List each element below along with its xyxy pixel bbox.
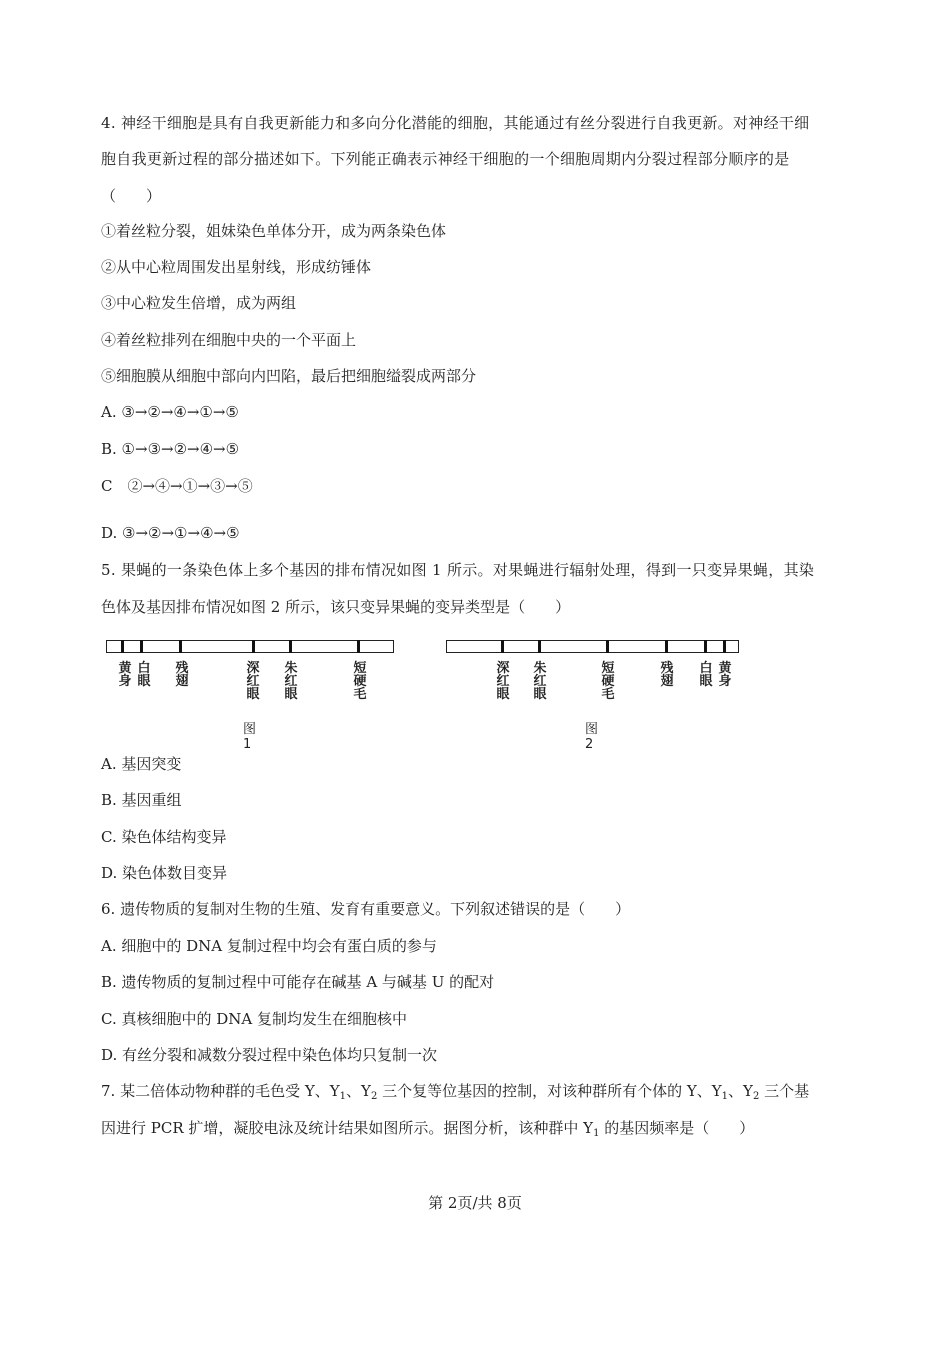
gene-label: 短硬毛 [601, 661, 615, 702]
gene-locus [606, 640, 609, 653]
gene-label: 深红眼 [496, 661, 510, 702]
gene-label: 残翅 [660, 661, 674, 689]
q4-option-a: A. ③→②→④→①→⑤ [101, 403, 239, 421]
q4-option-b: B. ①→③→②→④→⑤ [101, 440, 240, 458]
q4-option-c: C ②→④→①→③→⑤ [101, 477, 253, 495]
figure-2-caption: 图2 [585, 722, 599, 752]
q5-option-a: A. 基因突变 [101, 755, 182, 773]
figure-1-caption: 图1 [243, 722, 257, 752]
q4-option-d: D. ③→②→①→④→⑤ [101, 524, 240, 542]
gene-locus [140, 640, 143, 653]
q4-stem-line3: （ ） [101, 187, 162, 205]
gene-label: 黄身 [118, 661, 132, 689]
gene-label: 黄身 [718, 661, 732, 689]
q4-stem-line2: 胞自我更新过程的部分描述如下。下列能正确表示神经干细胞的一个细胞周期内分裂过程部分顺序的是 [101, 150, 790, 168]
gene-label: 短硬毛 [353, 661, 367, 702]
q5-stem-line1: 5. 果蝇的一条染色体上多个基因的排布情况如图 1 所示。对果蝇进行辐射处理，得到一只变异果蝇，其染 [101, 561, 815, 579]
q6-option-c: C. 真核细胞中的 DNA 复制均发生在细胞核中 [101, 1010, 408, 1028]
q5-stem-line2: 色体及基因排布情况如图 2 所示，该只变异果蝇的变异类型是（ ） [101, 598, 571, 616]
gene-label: 朱红眼 [533, 661, 547, 702]
q6-option-b: B. 遗传物质的复制过程中可能存在碱基 A 与碱基 U 的配对 [101, 973, 495, 991]
q4-item-1: ①着丝粒分裂，姐妹染色单体分开，成为两条染色体 [101, 222, 447, 240]
gene-locus [252, 640, 255, 653]
gene-label: 朱红眼 [284, 661, 298, 702]
gene-label: 深红眼 [246, 661, 260, 702]
q7-stem-line1: 7. 某二倍体动物种群的毛色受 Y、$Y_1$、$Y_2$ 三个复等位基因的控制，对该种群所有个体的 Y、$Y_1$、$Y_2$ 三个基 [101, 1082, 810, 1102]
chromosome-bar-1 [106, 640, 394, 653]
q5-option-b: B. 基因重组 [101, 791, 182, 809]
q4-item-3: ③中心粒发生倍增，成为两组 [101, 294, 297, 312]
chromosome-bar-2 [446, 640, 739, 653]
gene-locus [121, 640, 124, 653]
gene-locus [723, 640, 726, 653]
q4-item-2: ②从中心粒周围发出星射线，形成纺锤体 [101, 258, 372, 276]
q5-option-d: D. 染色体数目变异 [101, 864, 228, 882]
q6-option-a: A. 细胞中的 DNA 复制过程中均会有蛋白质的参与 [101, 937, 437, 955]
gene-label: 残翅 [175, 661, 189, 689]
gene-locus [179, 640, 182, 653]
gene-locus [501, 640, 504, 653]
gene-locus [704, 640, 707, 653]
q4-stem-line1: 4. 神经干细胞是具有自我更新能力和多向分化潜能的细胞，其能通过有丝分裂进行自我更新。对神经干细 [101, 114, 810, 132]
gene-locus [538, 640, 541, 653]
gene-locus [665, 640, 668, 653]
q4-item-4: ④着丝粒排列在细胞中央的一个平面上 [101, 331, 357, 349]
page-footer: 第 2页/共 8页 [428, 1194, 522, 1212]
q6-stem: 6. 遗传物质的复制对生物的生殖、发育有重要意义。下列叙述错误的是（ ） [101, 900, 631, 918]
gene-locus [357, 640, 360, 653]
gene-locus [289, 640, 292, 653]
gene-label: 白眼 [137, 661, 151, 689]
q6-option-d: D. 有丝分裂和减数分裂过程中染色体均只复制一次 [101, 1046, 438, 1064]
q5-option-c: C. 染色体结构变异 [101, 828, 227, 846]
gene-label: 白眼 [699, 661, 713, 689]
q4-item-5: ⑤细胞膜从细胞中部向内凹陷，最后把细胞缢裂成两部分 [101, 367, 477, 385]
q7-stem-line2: 因进行 PCR 扩增，凝胶电泳及统计结果如图所示。据图分析，该种群中 $Y_1$ 的基因频率是（ ） [101, 1119, 755, 1139]
